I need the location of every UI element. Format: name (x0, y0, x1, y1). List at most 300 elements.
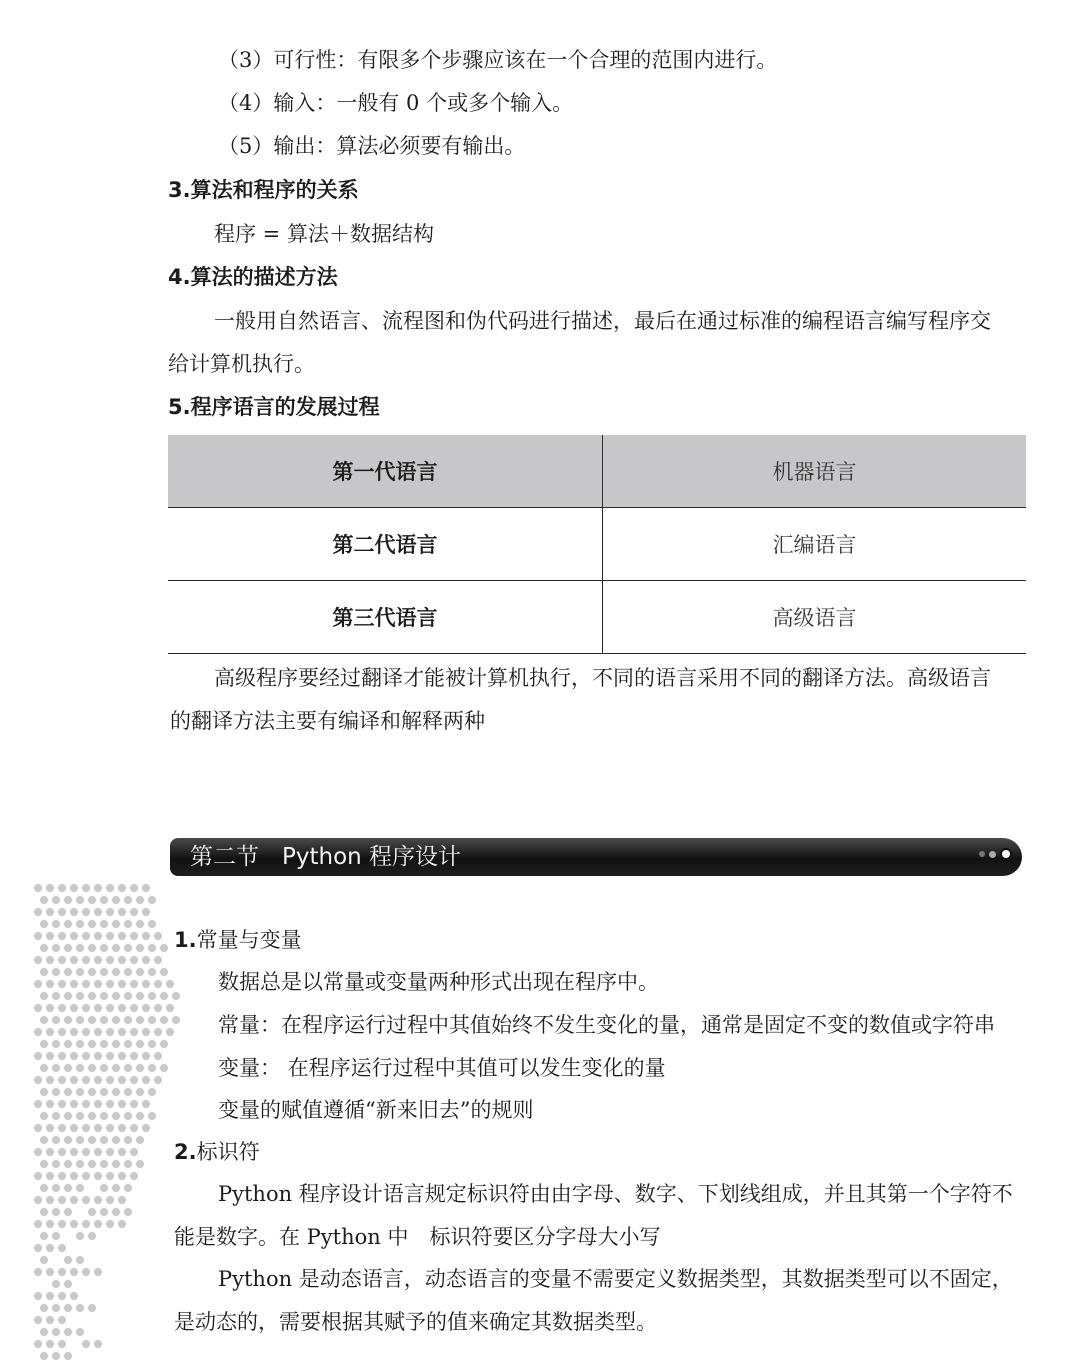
halftone-dot (100, 896, 108, 904)
halftone-dot (112, 968, 120, 976)
halftone-dot (154, 1076, 162, 1084)
halftone-dot (118, 1220, 126, 1228)
halftone-dot (154, 1004, 162, 1012)
section-4-title: 算法的描述方法 (190, 264, 338, 289)
halftone-dot (76, 1232, 84, 1240)
halftone-dot (82, 1100, 90, 1108)
halftone-dot (106, 932, 114, 940)
halftone-dot (76, 1088, 84, 1096)
item-feasibility: （3）可行性：有限多个步骤应该在一个合理的范围内进行。 (218, 48, 778, 72)
halftone-dot (76, 1016, 84, 1024)
halftone-dot (112, 1016, 120, 1024)
halftone-dot (76, 992, 84, 1000)
halftone-dot (52, 896, 60, 904)
sub-1-line: 数据总是以常量或变量两种形式出现在程序中。 (218, 970, 659, 994)
halftone-dot (40, 944, 48, 952)
table-cell-generation: 第二代语言 (168, 508, 603, 581)
halftone-dot (148, 896, 156, 904)
halftone-dot (46, 1076, 54, 1084)
halftone-dot (46, 1052, 54, 1060)
halftone-dot (88, 1232, 96, 1240)
halftone-dot (64, 1304, 72, 1312)
halftone-dot (58, 1340, 66, 1348)
halftone-dot (124, 968, 132, 976)
halftone-dot (136, 1040, 144, 1048)
halftone-dot (40, 1232, 48, 1240)
sub-2-heading (174, 1138, 260, 1166)
halftone-dot (88, 1304, 96, 1312)
halftone-dot (76, 944, 84, 952)
table-row (168, 435, 1026, 508)
halftone-dot (136, 968, 144, 976)
halftone-dot (52, 1136, 60, 1144)
halftone-dot (34, 956, 42, 964)
halftone-dot (70, 1004, 78, 1012)
halftone-dot (112, 1208, 120, 1216)
halftone-dot (118, 1052, 126, 1060)
halftone-dot (100, 1208, 108, 1216)
halftone-dot (100, 1112, 108, 1120)
halftone-dot (70, 1268, 78, 1276)
halftone-dot (124, 992, 132, 1000)
halftone-dot (34, 1316, 42, 1324)
halftone-dot (40, 1184, 48, 1192)
halftone-dot (70, 1196, 78, 1204)
halftone-dot (82, 956, 90, 964)
halftone-dot (52, 1208, 60, 1216)
halftone-dot (70, 1052, 78, 1060)
halftone-dot (124, 1088, 132, 1096)
halftone-dot (142, 1076, 150, 1084)
halftone-dot (40, 1352, 48, 1360)
halftone-dot (148, 1016, 156, 1024)
halftone-dot (154, 1052, 162, 1060)
halftone-dot (94, 1100, 102, 1108)
section-5-heading (168, 393, 380, 421)
halftone-dot (130, 908, 138, 916)
halftone-dot (40, 1040, 48, 1048)
halftone-dot (52, 920, 60, 928)
halftone-dot (34, 1244, 42, 1252)
halftone-dot (94, 956, 102, 964)
halftone-dot (130, 1028, 138, 1036)
halftone-dot (118, 1028, 126, 1036)
halftone-dot (52, 1088, 60, 1096)
halftone-dot (40, 968, 48, 976)
halftone-dot (46, 1268, 54, 1276)
halftone-dot (70, 1172, 78, 1180)
halftone-dot (118, 980, 126, 988)
item-input: （4）输入：一般有 0 个或多个输入。 (218, 91, 574, 115)
halftone-dot (148, 1040, 156, 1048)
halftone-dot (64, 1328, 72, 1336)
halftone-dot (106, 1052, 114, 1060)
halftone-dot (136, 1160, 144, 1168)
halftone-dot (64, 1352, 72, 1360)
halftone-dot (46, 1124, 54, 1132)
halftone-dot (58, 932, 66, 940)
halftone-dot (124, 1064, 132, 1072)
halftone-dot (58, 1268, 66, 1276)
halftone-dot (64, 1112, 72, 1120)
halftone-dot (100, 920, 108, 928)
table-row (168, 581, 1026, 654)
section-3-heading (168, 176, 359, 204)
halftone-dot (124, 920, 132, 928)
halftone-dot (106, 1220, 114, 1228)
halftone-dot (70, 884, 78, 892)
halftone-dot (34, 908, 42, 916)
halftone-dot (142, 1004, 150, 1012)
halftone-dot (64, 992, 72, 1000)
halftone-dot (94, 1004, 102, 1012)
halftone-dot (94, 932, 102, 940)
table-cell-generation: 第三代语言 (168, 581, 603, 654)
halftone-dot (88, 944, 96, 952)
halftone-dot (160, 1016, 168, 1024)
halftone-dot (64, 1064, 72, 1072)
halftone-dot (106, 1100, 114, 1108)
halftone-dot (94, 1172, 102, 1180)
halftone-dot (64, 1184, 72, 1192)
halftone-dot (46, 884, 54, 892)
halftone-dot (76, 1040, 84, 1048)
sub-1-line: 变量： 在程序运行过程中其值可以发生变化的量 (218, 1056, 666, 1080)
halftone-dot (34, 1004, 42, 1012)
halftone-dot (58, 1220, 66, 1228)
halftone-dot (106, 1172, 114, 1180)
section-4-number: 4. (168, 265, 191, 289)
halftone-dot (100, 944, 108, 952)
sub-2-title: 标识符 (196, 1140, 260, 1164)
halftone-dot (40, 1304, 48, 1312)
halftone-dot (166, 980, 174, 988)
halftone-dot (40, 992, 48, 1000)
halftone-dot (58, 1148, 66, 1156)
halftone-dot (136, 992, 144, 1000)
halftone-dot (46, 1004, 54, 1012)
halftone-dot (94, 1076, 102, 1084)
halftone-dot (106, 884, 114, 892)
halftone-dot (124, 1160, 132, 1168)
halftone-dot (58, 1124, 66, 1132)
halftone-dot (94, 1268, 102, 1276)
section-title: 第二节 Python 程序设计 (190, 844, 462, 870)
halftone-dot (64, 1016, 72, 1024)
halftone-dot (88, 1016, 96, 1024)
halftone-dot (88, 1112, 96, 1120)
halftone-dot (118, 1124, 126, 1132)
halftone-dot (154, 956, 162, 964)
halftone-dot (136, 1064, 144, 1072)
section-3-number: 3. (168, 178, 191, 202)
halftone-dot (76, 1256, 84, 1264)
halftone-dot (142, 1124, 150, 1132)
halftone-dot (154, 1028, 162, 1036)
halftone-dot (52, 1160, 60, 1168)
halftone-dot (70, 908, 78, 916)
halftone-dot (76, 1136, 84, 1144)
halftone-dot (88, 968, 96, 976)
halftone-dot (46, 1244, 54, 1252)
halftone-dot (64, 944, 72, 952)
halftone-dot (40, 1256, 48, 1264)
halftone-dot (112, 1088, 120, 1096)
halftone-dot (64, 1280, 72, 1288)
halftone-dot (130, 1052, 138, 1060)
halftone-dot (88, 1040, 96, 1048)
sub-1-title: 常量与变量 (196, 928, 302, 952)
halftone-dot (112, 920, 120, 928)
halftone-dot (166, 1028, 174, 1036)
section-4-heading (168, 263, 338, 291)
halftone-dot (40, 920, 48, 928)
halftone-dot (82, 884, 90, 892)
halftone-dot (82, 1028, 90, 1036)
halftone-dot (160, 1040, 168, 1048)
halftone-dot (76, 1112, 84, 1120)
halftone-dot (88, 920, 96, 928)
halftone-dot (34, 1196, 42, 1204)
halftone-dot (118, 884, 126, 892)
halftone-dot (34, 1052, 42, 1060)
halftone-dot (52, 992, 60, 1000)
halftone-dot (100, 1088, 108, 1096)
halftone-dot (88, 1136, 96, 1144)
halftone-dot (82, 1076, 90, 1084)
halftone-dot (130, 1148, 138, 1156)
program-formula: 程序 = 算法＋数据结构 (214, 222, 434, 246)
halftone-dot (100, 1016, 108, 1024)
halftone-dot (136, 944, 144, 952)
halftone-dot (88, 896, 96, 904)
halftone-dot (88, 1088, 96, 1096)
halftone-dot (88, 992, 96, 1000)
halftone-dot (118, 1148, 126, 1156)
halftone-dot (130, 884, 138, 892)
halftone-dot (58, 1196, 66, 1204)
halftone-dot (82, 1196, 90, 1204)
halftone-dot (88, 1160, 96, 1168)
halftone-dot (148, 1112, 156, 1120)
halftone-dot (70, 1028, 78, 1036)
halftone-dot (112, 896, 120, 904)
halftone-dot (148, 968, 156, 976)
translation-paragraph-line1: 高级程序要经过翻译才能被计算机执行，不同的语言采用不同的翻译方法。高级语言 (214, 666, 991, 690)
halftone-dot (142, 908, 150, 916)
halftone-dot (154, 932, 162, 940)
halftone-dot (40, 896, 48, 904)
halftone-dot (124, 1040, 132, 1048)
halftone-dot (112, 1112, 120, 1120)
halftone-dot (94, 1052, 102, 1060)
halftone-dot (142, 1028, 150, 1036)
halftone-dot (64, 1088, 72, 1096)
halftone-dot (58, 980, 66, 988)
halftone-dot (34, 1220, 42, 1228)
halftone-dot (154, 980, 162, 988)
halftone-dot (64, 896, 72, 904)
halftone-dot (82, 1004, 90, 1012)
halftone-dot (106, 1004, 114, 1012)
halftone-dot (88, 1064, 96, 1072)
halftone-dot (100, 1160, 108, 1168)
halftone-dot (112, 1136, 120, 1144)
sub-2-line: 是动态的，需要根据其赋予的值来确定其数据类型。 (174, 1310, 657, 1334)
halftone-dot (160, 1064, 168, 1072)
halftone-dot (160, 968, 168, 976)
halftone-dot (106, 956, 114, 964)
halftone-dot (46, 956, 54, 964)
halftone-dot (88, 1208, 96, 1216)
halftone-dot (46, 932, 54, 940)
bar-dots-icon (979, 848, 1012, 860)
halftone-dot (136, 896, 144, 904)
halftone-dot (52, 1352, 60, 1360)
halftone-dot (64, 920, 72, 928)
halftone-dot (118, 908, 126, 916)
halftone-dot (124, 944, 132, 952)
halftone-dot (46, 1100, 54, 1108)
halftone-dot (118, 1100, 126, 1108)
halftone-dot (40, 1136, 48, 1144)
halftone-dot (34, 1340, 42, 1348)
sub-2-line: Python 是动态语言，动态语言的变量不需要定义数据类型，其数据类型可以不固定， (218, 1267, 1013, 1291)
halftone-dot (34, 884, 42, 892)
halftone-dot (118, 1076, 126, 1084)
halftone-dot (34, 1100, 42, 1108)
halftone-dot (94, 1028, 102, 1036)
halftone-dot (70, 956, 78, 964)
halftone-dot (76, 896, 84, 904)
halftone-dot (64, 1040, 72, 1048)
halftone-dot (40, 1208, 48, 1216)
section-4-paragraph-line1: 一般用自然语言、流程图和伪代码进行描述，最后在通过标准的编程语言编写程序交 (214, 309, 991, 333)
halftone-dot (46, 1028, 54, 1036)
halftone-dot (58, 1076, 66, 1084)
halftone-dot (130, 1004, 138, 1012)
sub-2-line: 能是数字。在 Python 中 标识符要区分字母大小写 (174, 1225, 661, 1249)
halftone-dot (52, 1280, 60, 1288)
halftone-dot (70, 1292, 78, 1300)
halftone-dot (46, 1172, 54, 1180)
halftone-dot (58, 1004, 66, 1012)
halftone-dot (148, 1064, 156, 1072)
halftone-dot (106, 1196, 114, 1204)
halftone-dot (94, 1124, 102, 1132)
sub-1-line: 常量：在程序运行过程中其值始终不发生变化的量，通常是固定不变的数值或字符串 (218, 1013, 995, 1037)
halftone-dot (46, 1148, 54, 1156)
halftone-dot (100, 992, 108, 1000)
section-5-title: 程序语言的发展过程 (190, 394, 380, 419)
halftone-dot (142, 980, 150, 988)
halftone-dot (124, 1016, 132, 1024)
halftone-dot (100, 1136, 108, 1144)
halftone-dot (130, 1100, 138, 1108)
halftone-dot (130, 956, 138, 964)
halftone-dot (112, 992, 120, 1000)
halftone-dot (82, 1124, 90, 1132)
halftone-dot (64, 1208, 72, 1216)
halftone-dot (52, 944, 60, 952)
halftone-dot (46, 980, 54, 988)
table-cell-language: 高级语言 (603, 581, 1027, 654)
halftone-dot (52, 1232, 60, 1240)
halftone-dot (70, 1148, 78, 1156)
halftone-dot (40, 1016, 48, 1024)
halftone-dot (112, 1064, 120, 1072)
section-title-bar (170, 838, 1022, 876)
halftone-dot (34, 932, 42, 940)
halftone-dot (34, 980, 42, 988)
halftone-dot (148, 992, 156, 1000)
halftone-dot (142, 1100, 150, 1108)
halftone-dot (40, 1328, 48, 1336)
halftone-dot (130, 1172, 138, 1180)
halftone-dot (136, 920, 144, 928)
halftone-dot (64, 968, 72, 976)
halftone-dot (100, 1064, 108, 1072)
halftone-dot (130, 1124, 138, 1132)
halftone-dot (70, 1076, 78, 1084)
halftone-dot (46, 1220, 54, 1228)
halftone-dot (124, 1136, 132, 1144)
halftone-dot (82, 908, 90, 916)
halftone-dot (148, 1088, 156, 1096)
halftone-dot (136, 1112, 144, 1120)
halftone-dot (82, 1052, 90, 1060)
table-cell-language: 机器语言 (603, 435, 1027, 508)
halftone-dot (82, 1172, 90, 1180)
halftone-dot (106, 980, 114, 988)
halftone-dot (166, 1004, 174, 1012)
halftone-dot (112, 1184, 120, 1192)
halftone-dot (112, 1160, 120, 1168)
halftone-dot (94, 1340, 102, 1348)
halftone-dot (58, 1316, 66, 1324)
language-generation-table (168, 435, 1026, 654)
halftone-dot (142, 932, 150, 940)
halftone-dot (94, 1220, 102, 1228)
halftone-dot (172, 992, 180, 1000)
table-row (168, 508, 1026, 581)
halftone-dot (118, 956, 126, 964)
halftone-dot (142, 1052, 150, 1060)
halftone-dot (130, 1076, 138, 1084)
halftone-dot (34, 1124, 42, 1132)
halftone-dot (52, 1016, 60, 1024)
sub-1-number: 1. (174, 928, 197, 952)
halftone-dot (118, 1004, 126, 1012)
halftone-dot (106, 1124, 114, 1132)
halftone-dot (76, 968, 84, 976)
halftone-dot (34, 1148, 42, 1156)
halftone-dot (34, 1076, 42, 1084)
halftone-dot (118, 1172, 126, 1180)
halftone-dot (76, 1328, 84, 1336)
halftone-dot (52, 1040, 60, 1048)
halftone-dot (106, 1028, 114, 1036)
halftone-dot (124, 896, 132, 904)
halftone-dot (94, 908, 102, 916)
halftone-dot (76, 1304, 84, 1312)
halftone-dot (70, 932, 78, 940)
halftone-dot (82, 1340, 90, 1348)
halftone-dot (118, 1196, 126, 1204)
sub-2-number: 2. (174, 1140, 197, 1164)
halftone-dot (106, 1076, 114, 1084)
halftone-dot (124, 1208, 132, 1216)
